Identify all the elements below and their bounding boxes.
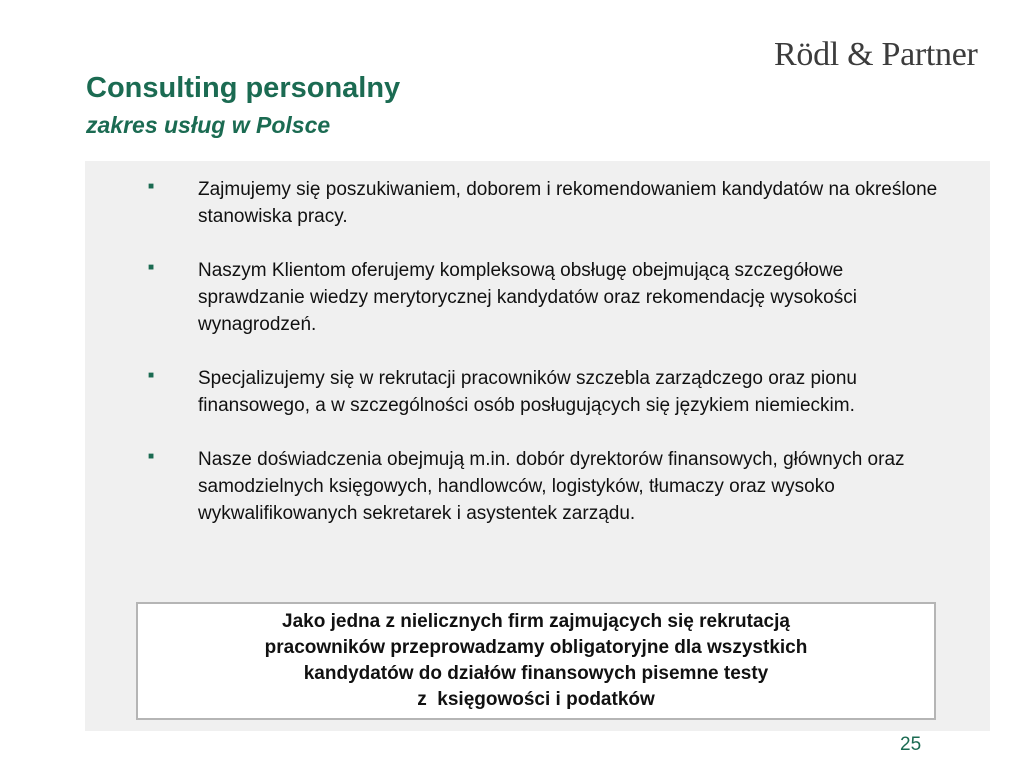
square-bullet-icon: ■: [148, 451, 155, 462]
square-bullet-icon: ■: [148, 181, 155, 192]
square-bullet-icon: ■: [148, 262, 155, 273]
services-bullet-list: [85, 176, 990, 527]
bullet-item: [85, 446, 990, 527]
callout-line: kandydatów do działów finansowych pisemne testy: [303, 663, 769, 684]
slide-title: Consulting personalny: [86, 72, 401, 104]
bullet-item: [85, 176, 990, 230]
square-bullet-icon: ■: [148, 370, 155, 381]
highlight-callout-box: [136, 602, 936, 720]
bullet-text: Nasze doświadczenia obejmują m.in. dobór dyrektorów finansowych, głównych oraz samodzielnych księgowych, handlowców, logistyków, tłumaczy oraz wysoko wykwalifikowanych sekretarek i asystentek zarządu.: [198, 449, 905, 524]
page-number: 25: [900, 734, 922, 755]
callout-line: Jako jedna z nielicznych firm zajmujących się rekrutacją: [282, 611, 790, 632]
callout-line: pracowników przeprowadzamy obligatoryjne dla wszystkich: [264, 637, 808, 658]
bullet-text: Naszym Klientom oferujemy kompleksową obsługę obejmującą szczegółowe sprawdzanie wiedzy merytorycznej kandydatów oraz rekomendację wysokości wynagrodzeń.: [198, 260, 857, 335]
slide-subtitle: zakres usług w Polsce: [86, 112, 331, 138]
bullet-item: [85, 257, 990, 338]
company-logo: Rödl & Partner: [774, 36, 978, 73]
bullet-text: Specjalizujemy się w rekrutacji pracowników szczebla zarządczego oraz pionu finansowego, a w szczególności osób posługujących się językiem niemieckim.: [198, 368, 857, 416]
bullet-item: [85, 365, 990, 419]
content-panel: [85, 161, 990, 731]
bullet-text: Zajmujemy się poszukiwaniem, doborem i rekomendowaniem kandydatów na określone stanowiska pracy.: [198, 179, 938, 227]
callout-line: z księgowości i podatków: [417, 689, 655, 710]
